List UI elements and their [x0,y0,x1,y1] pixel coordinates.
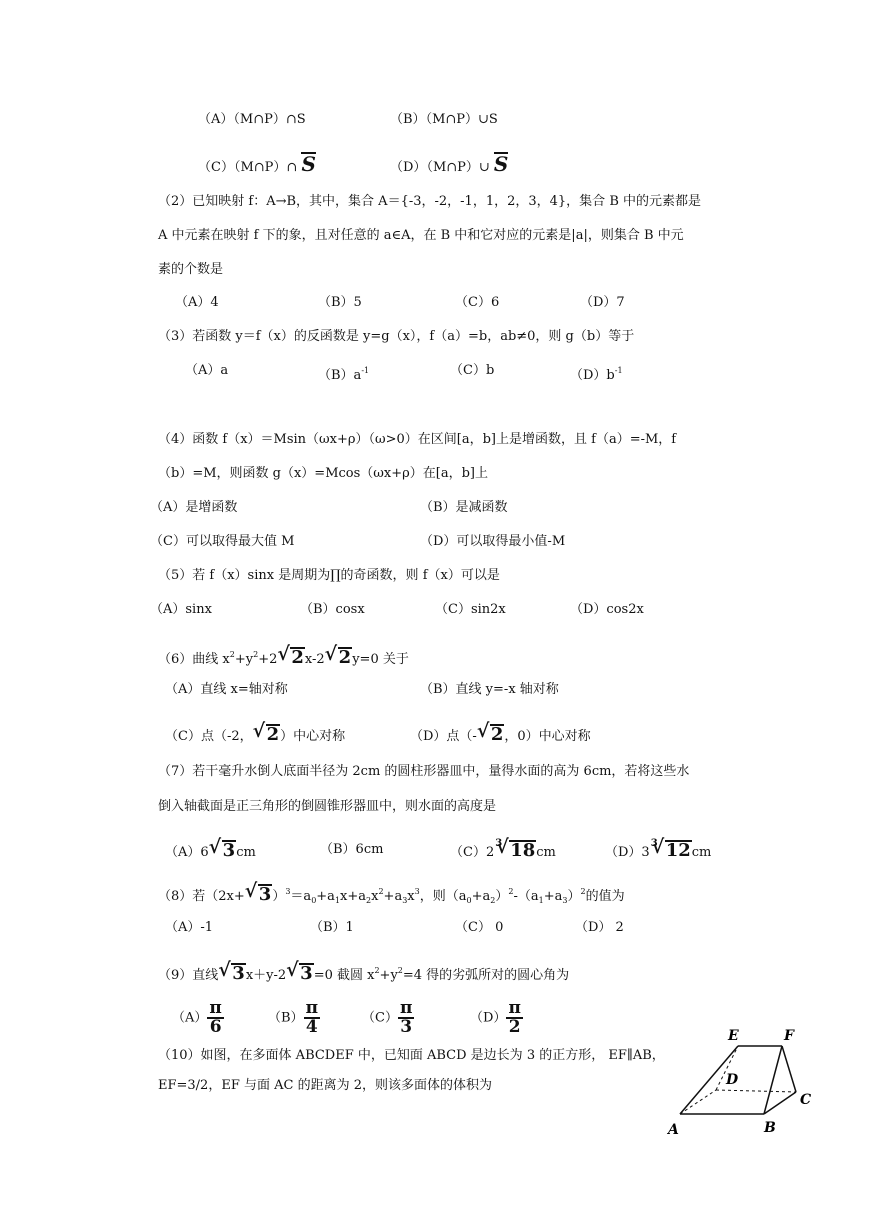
text: +a [383,889,403,904]
radicand: 3 [258,884,272,905]
text: x-2 [304,652,325,667]
q8-option-d: （D） 2 [575,920,624,935]
q4-line1: （4）函数 f（x）＝Msin（ωx+ρ）（ω>0）在区间[a，b]上是增函数，且 f（a）=-M，f [158,432,677,447]
vertex-label-c: C [800,1092,812,1108]
q5-option-d: （D）cos2x [570,602,644,617]
text: ）中心对称 [280,729,346,744]
q2-line3: 素的个数是 [158,262,224,277]
q3-option-c: （C）b [450,363,495,378]
sqrt-2 [477,724,505,747]
radicand: 2 [291,647,304,668]
text: （D）点（- [410,729,477,744]
text: =0 截圆 x [313,968,375,983]
option-label: （C） [198,160,234,175]
numerator: π [508,998,521,1018]
q2-option-b: （B）5 [318,295,362,310]
superscript: 2 [580,887,586,896]
text: +2 [258,652,278,667]
edge-cf [782,1046,796,1092]
superscript: 2 [374,966,380,975]
q9-option-a [172,1000,224,1037]
option-label: （D） [390,160,427,175]
root-index: √ 3 [495,838,503,849]
denominator: 6 [209,1017,222,1037]
text: （C）点（-2， [165,729,253,744]
q8-option-c: （C） 0 [455,920,504,935]
option-label: （D） [470,1010,507,1026]
q5-line1: （5）若 f（x）sinx 是周期为∏的奇函数，则 f（x）可以是 [158,568,500,583]
numerator: π [209,998,222,1018]
subscript: 0 [311,896,317,905]
superscript: 2 [229,650,235,659]
q10-line1: （10）如图，在多面体 ABCDEF 中，已知面 ABCD 是边长为 3 的正方形， EF∥AB， [158,1048,665,1063]
q1-option-a [198,110,306,130]
polyhedron-figure [660,1022,820,1140]
root-index: √ 3 [650,838,658,849]
q5-option-c: （C）sin2x [435,602,506,617]
text: （A）6 [165,845,209,860]
option-label: （B） [390,112,426,127]
option-label: （A） [198,112,234,127]
option-text: （M∩P）∩ [233,160,298,175]
text: =4 得的劣弧所对的圆心角为 [402,968,570,983]
subscript: 2 [490,896,496,905]
option-label: （A） [172,1010,208,1026]
q1-option-c [198,152,316,178]
option-label: （C） [362,1010,398,1026]
radicand: 2 [338,647,352,668]
sqrt-3 [209,840,237,863]
text: +y [234,652,254,667]
q7-line1: （7）若干毫升水倒人底面半径为 2cm 的圆柱形器皿中，量得水面的高为 6cm，若将这些水 [158,764,690,779]
sqrt-2 [277,647,305,670]
unit: cm [236,845,256,860]
subscript: 1 [538,896,544,905]
option-text: （B）a [318,368,362,383]
radicand: 3 [222,840,236,861]
unit: cm [536,845,556,860]
text: （6）曲线 x [158,652,230,667]
q9-line1 [158,961,569,986]
fraction-pi-over-3 [398,1000,414,1036]
edge-dc [716,1090,796,1092]
q7-option-b: （B）6cm [320,842,384,857]
q9-option-b [268,1000,320,1037]
q8-option-a: （A）-1 [165,920,214,935]
vertex-label-e: E [728,1028,739,1044]
q6-option-a: （A）直线 x=轴对称 [165,682,288,697]
sqrt-3 [286,963,314,986]
q2-option-d: （D）7 [580,295,625,310]
option-text: （M∩P）∩S [233,112,306,127]
s-complement: S [301,152,316,176]
q4-option-d: （D）可以取得最小值-M [420,534,566,549]
numerator: π [305,998,319,1018]
sqrt-3 [245,884,273,907]
radicand: 2 [266,724,280,745]
superscript: -1 [614,366,623,375]
subscript: 1 [334,896,341,905]
sqrt-2 [253,724,281,747]
text: y=0 关于 [352,652,409,667]
sqrt-2 [325,647,353,670]
q3-line1: （3）若函数 y＝f（x）的反函数是 y=g（x），f（a）=b，ab≠0，则 g（b）等于 [158,329,635,344]
option-text: （D）b [570,368,615,383]
cbrt-18 [494,840,536,863]
q2-option-c: （C）6 [455,295,500,310]
q5-option-b: （B）cosx [300,602,365,617]
text: ） [567,889,581,904]
vertex-label-b: B [764,1120,776,1136]
denominator: 3 [400,1017,413,1037]
text: +a [316,889,335,904]
unit: cm [691,845,712,860]
q2-option-a: （A）4 [175,295,219,310]
q3-option-b [318,361,369,386]
q1-option-d [390,152,508,178]
text: 的值为 [585,889,625,904]
superscript: 2 [253,650,259,659]
superscript: 2 [397,966,403,975]
fraction-pi-over-6 [207,1000,223,1036]
text: （9）直线 [158,968,219,983]
radicand: 3 [300,963,313,984]
q8-option-b: （B）1 [310,920,354,935]
text: +a [543,889,563,904]
radicand: 18 [510,840,536,861]
subscript: 3 [402,896,408,905]
radicand: 2 [490,724,504,745]
superscript: 2 [378,887,384,896]
q8-line1 [158,882,625,911]
subscript: 3 [562,896,568,905]
cbrt-12 [650,840,692,863]
vertex-label-d: D [726,1072,739,1088]
denominator: 4 [305,1017,318,1037]
superscript: 3 [285,887,291,896]
s-complement: S [493,152,509,176]
q6-option-c [165,724,345,747]
option-label: （B） [268,1010,304,1026]
option-text: （M∩P）∪S [425,112,498,127]
q7-option-d [605,840,711,863]
q9-option-d [470,1000,523,1037]
text: （D）3 [605,845,650,860]
denominator: 2 [508,1017,521,1037]
q6-line1 [158,645,409,670]
text: x [407,889,415,904]
text: ，0）中心对称 [504,729,591,744]
q9-option-c [362,1000,414,1037]
q7-option-c [450,840,556,863]
q4-option-c: （C）可以取得最大值 M [150,534,295,549]
text: ） [495,889,509,904]
text: x [371,889,379,904]
sqrt-3 [218,963,246,986]
subscript: 0 [466,896,472,905]
q4-option-b: （B）是减函数 [420,500,508,515]
text: ＝a [290,889,312,904]
q3-option-a: （A）a [185,363,229,378]
q6-option-b: （B）直线 y=-x 轴对称 [420,682,559,697]
q2-line2: A 中元素在映射 f 下的象，且对任意的 a∈A，在 B 中和它对应的元素是|a|，则集合 B 中元 [158,228,684,243]
text: ） [272,889,286,904]
text: ，则（a [419,889,467,904]
q7-option-a [165,840,256,863]
text: -（a [513,889,539,904]
vertex-label-f: F [784,1028,794,1044]
vertex-label-a: A [668,1122,679,1138]
q5-option-a: （A）sinx [150,602,212,617]
text: （8）若（2x+ [158,889,245,904]
text: +a [471,889,491,904]
q4-line2: （b）=M，则函数 g（x）=Mcos（ωx+ρ）在[a，b]上 [158,466,488,481]
q6-option-d [410,724,591,747]
numerator: π [399,998,413,1018]
q3-option-d [570,361,623,386]
fraction-pi-over-2 [506,1000,522,1036]
q7-line2: 倒入轴截面是正三角形的倒圆锥形器皿中，则水面的高度是 [158,799,497,814]
subscript: 2 [366,896,372,905]
text: +y [379,968,398,983]
text: x＋y-2 [245,968,287,983]
superscript: 3 [414,887,420,896]
option-text: （M∩P）∪ [426,160,490,175]
q2-line1: （2）已知映射 f：A→B，其中，集合 A＝{-3，-2，-1，1，2，3，4}，集合 B 中的元素都是 [158,194,702,209]
text: x+a [340,889,367,904]
radicand: 12 [665,840,691,861]
fraction-pi-over-4 [304,1000,320,1036]
q1-option-b [390,110,498,130]
q4-option-a: （A）是增函数 [150,500,238,515]
superscript: -1 [361,366,370,375]
superscript: 2 [508,887,514,896]
radicand: 3 [232,963,245,984]
q10-line2: EF=3/2，EF 与面 AC 的距离为 2，则该多面体的体积为 [158,1078,492,1093]
text: （C）2 [450,845,495,860]
